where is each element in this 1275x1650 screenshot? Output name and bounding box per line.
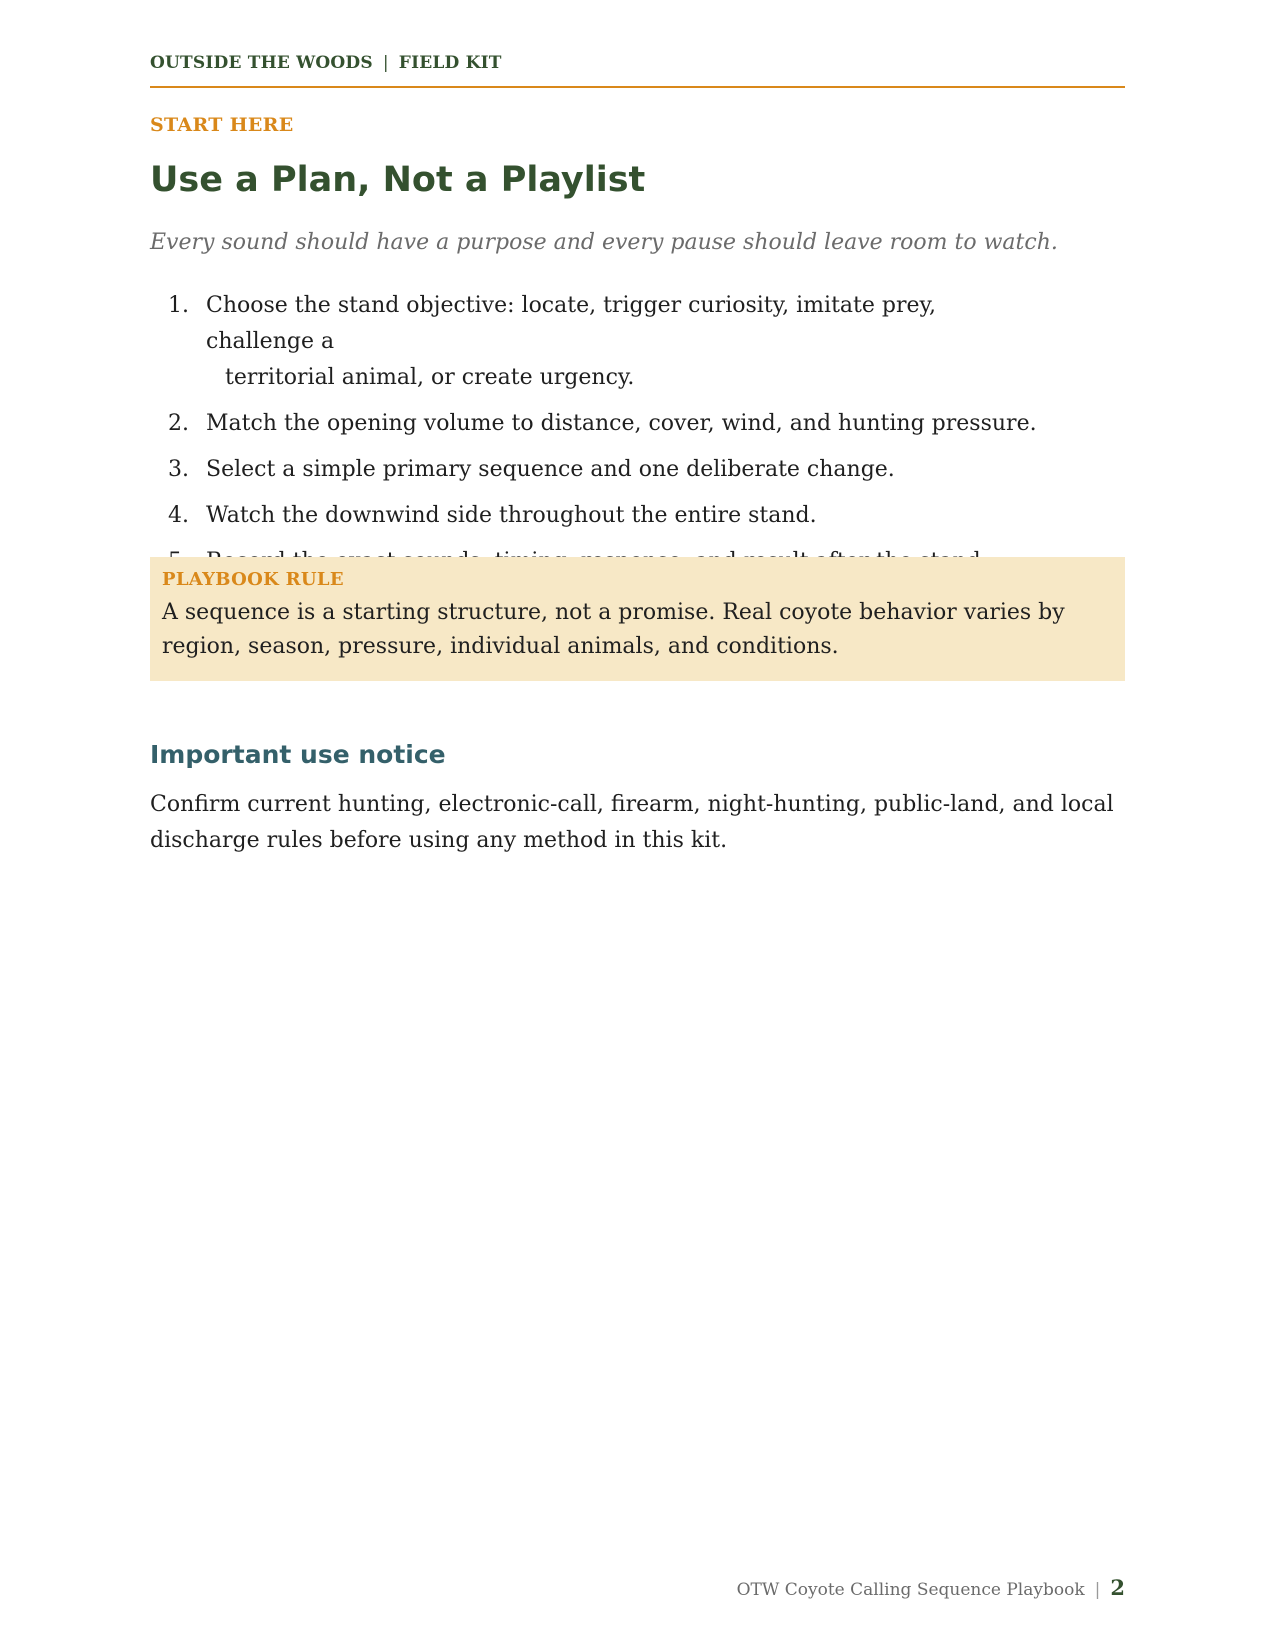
step-text-continued: territorial animal, or create urgency. <box>225 365 635 390</box>
step-text: Select a simple primary sequence and one deliberate change. <box>206 457 895 482</box>
step-item <box>150 406 1050 442</box>
footer-separator: | <box>1094 1580 1101 1600</box>
step-number: 2. <box>168 411 189 436</box>
step-text: Watch the downwind side throughout the entire stand. <box>206 503 817 528</box>
playbook-rule-callout <box>150 557 1125 681</box>
step-number: 1. <box>168 293 189 318</box>
section-kicker: START HERE <box>150 114 294 136</box>
step-item <box>150 498 1050 534</box>
step-number: 4. <box>168 503 189 528</box>
notice-text: Confirm current hunting, electronic-call, firearm, night-hunting, public-land, and local discharge rules before using any method in this kit. <box>150 792 1114 853</box>
page-subtitle: Every sound should have a purpose and every pause should leave room to watch. <box>150 230 1058 255</box>
page-number: 2 <box>1110 1575 1125 1600</box>
header-section: FIELD KIT <box>398 53 502 73</box>
steps-list <box>150 288 1050 590</box>
step-item <box>150 452 1050 488</box>
header-brand: OUTSIDE THE WOODS <box>150 53 373 73</box>
step-text: Choose the stand objective: locate, trigger curiosity, imitate prey, challenge a <box>206 293 936 354</box>
document-page <box>150 0 1125 1650</box>
step-text: Match the opening volume to distance, cover, wind, and hunting pressure. <box>206 411 1037 436</box>
page-title: Use a Plan, Not a Playlist <box>150 160 646 200</box>
header-separator: | <box>382 53 389 73</box>
page-footer <box>737 1575 1125 1600</box>
header-rule <box>150 86 1125 88</box>
callout-title: PLAYBOOK RULE <box>162 569 344 590</box>
step-item <box>150 288 1050 396</box>
step-number: 3. <box>168 457 189 482</box>
notice-heading: Important use notice <box>150 740 446 769</box>
footer-doc-title: OTW Coyote Calling Sequence Playbook <box>736 1580 1085 1600</box>
callout-text: A sequence is a starting structure, not a promise. Real coyote behavior varies by region, season, pressure, individual animals, and conditions. <box>162 600 1065 659</box>
running-header <box>150 53 502 73</box>
